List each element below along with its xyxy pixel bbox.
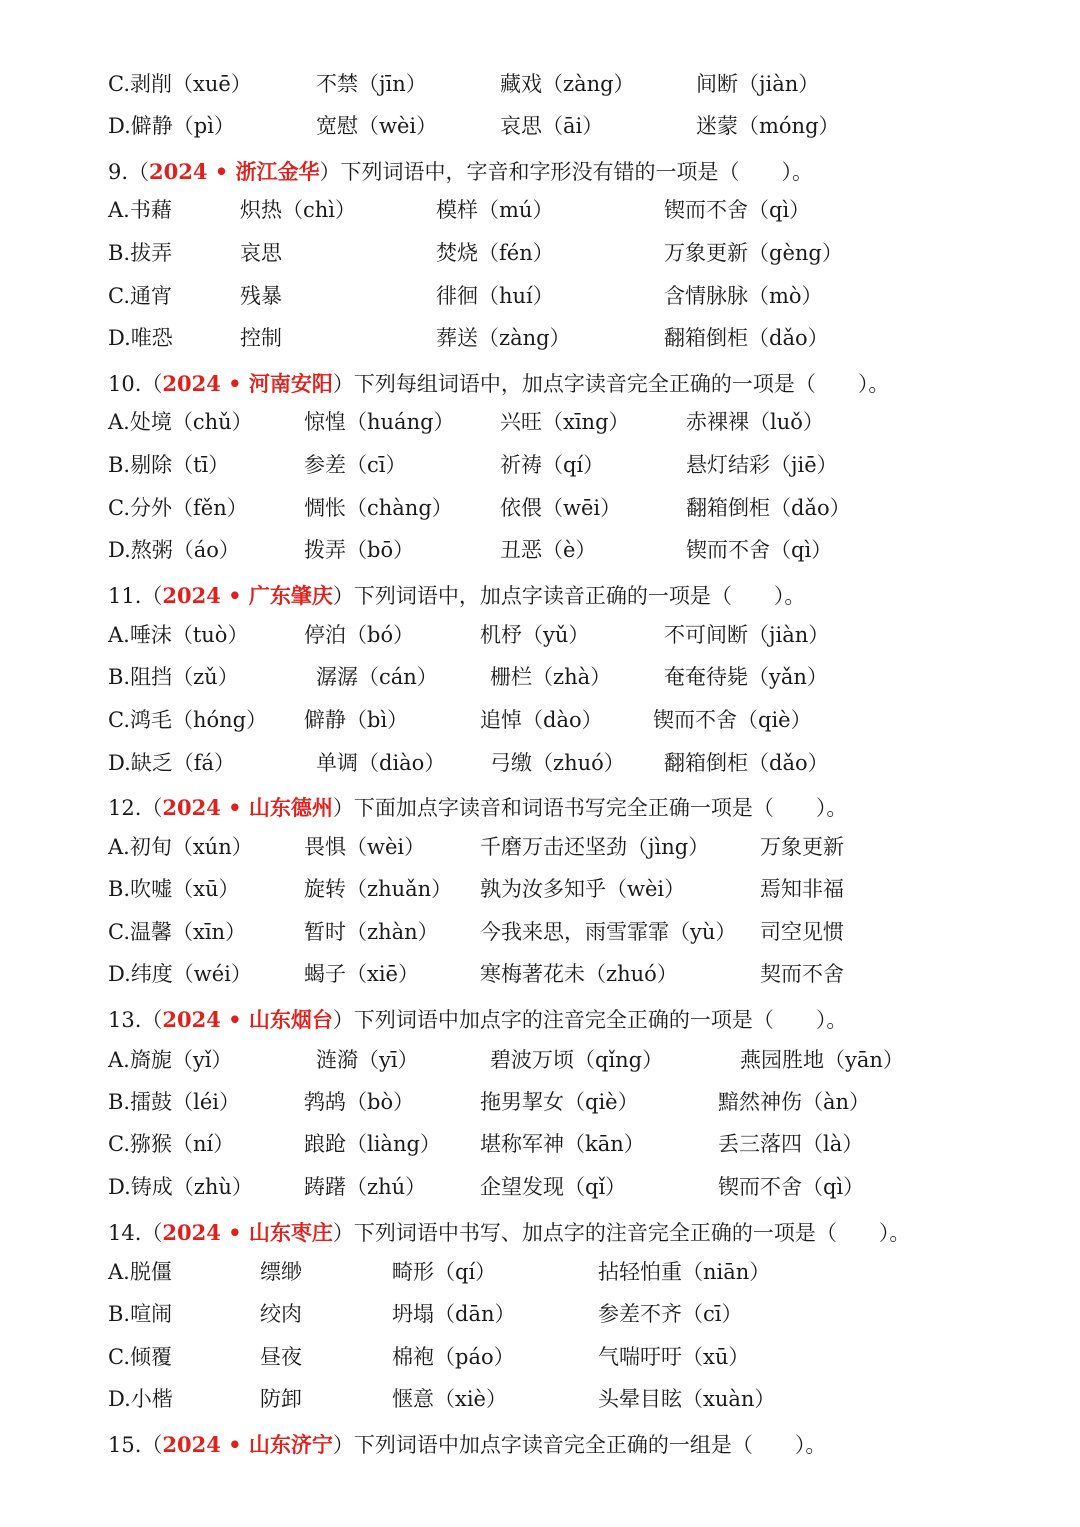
- option-label-word: B.阻挡（zǔ）: [108, 665, 239, 689]
- option-word: 僻静（bì）: [304, 708, 409, 732]
- option-word: 锲而不舍（qì）: [686, 538, 833, 562]
- question-text: 下列词语中加点字读音完全正确的一组是（ ）。: [353, 1433, 827, 1457]
- option-word: 潺潺（cán）: [316, 665, 438, 689]
- option-word: 黯然神伤（àn）: [718, 1090, 871, 1114]
- option-label-word: A.唾沫（tuò）: [108, 623, 249, 647]
- question-text: 下列词语中加点字的注音完全正确的一项是（ ）。: [353, 1008, 848, 1032]
- option-word: 惊惶（huáng）: [304, 410, 455, 434]
- option-word: 拈轻怕重（niān）: [598, 1260, 771, 1284]
- option-word: 头晕目眩（xuàn）: [598, 1387, 776, 1411]
- question-text: 下列词语中书写、加点字的注音完全正确的一项是（ ）。: [353, 1221, 911, 1245]
- option-row: [108, 1082, 1068, 1122]
- question-number: 13.: [108, 1008, 142, 1032]
- question-stem: 10.（2024 • 河南安阳）下列每组词语中，加点字读音完全正确的一项是（ ）。: [108, 371, 890, 396]
- option-row: [108, 743, 1068, 783]
- question-number: 9.: [108, 160, 129, 184]
- option-row: [108, 1337, 1068, 1377]
- question-text: 下面加点字读音和词语书写完全正确一项是（ ）。: [353, 796, 848, 820]
- option-word: 踉跄（liàng）: [304, 1132, 441, 1156]
- option-word: 宽慰（wèi）: [316, 114, 438, 138]
- option-word: 燕园胜地（yān）: [740, 1048, 904, 1072]
- option-word: 葬送（zàng）: [436, 326, 571, 350]
- option-word: 机杼（yǔ）: [480, 623, 590, 647]
- option-word: 栅栏（zhà）: [490, 665, 612, 689]
- option-row: [108, 445, 1068, 485]
- option-word: 惆怅（chàng）: [304, 496, 453, 520]
- option-word: 哀思（āi）: [500, 114, 604, 138]
- option-label-word: C.温馨（xīn）: [108, 920, 247, 944]
- option-word: 丢三落四（là）: [718, 1132, 864, 1156]
- option-label-word: A.旖旎（yǐ）: [108, 1048, 233, 1072]
- option-word: 坍塌（dān）: [392, 1302, 516, 1326]
- option-word: 焉知非福: [760, 877, 844, 901]
- option-row: [108, 233, 1068, 273]
- option-row: [108, 657, 1068, 697]
- option-word: 锲而不舍（qì）: [664, 198, 811, 222]
- question-line: [108, 1000, 1068, 1040]
- option-word: 拖男挈女（qiè）: [480, 1090, 639, 1114]
- option-label-word: B.拔弄: [108, 241, 173, 265]
- option-word: 迷蒙（móng）: [696, 114, 840, 138]
- question-text: 下列词语中，加点字读音正确的一项是（ ）。: [353, 584, 806, 608]
- question-stem: 13.（2024 • 山东烟台）下列词语中加点字的注音完全正确的一项是（ ）。: [108, 1007, 848, 1032]
- question-source: 2024 • 广东肇庆: [162, 583, 333, 608]
- option-row: [108, 1379, 1068, 1419]
- option-row: [108, 64, 1068, 104]
- question-text: 下列每组词语中，加点字读音完全正确的一项是（ ）。: [353, 372, 890, 396]
- option-word: 含情脉脉（mò）: [664, 284, 823, 308]
- option-row: [108, 700, 1068, 740]
- option-word: 畏惧（wèi）: [304, 835, 426, 859]
- option-row: [108, 1167, 1068, 1207]
- option-word: 涟漪（yī）: [316, 1048, 419, 1072]
- option-word: 丑恶（è）: [500, 538, 597, 562]
- option-word: 赤裸裸（luǒ）: [686, 410, 824, 434]
- option-row: [108, 276, 1068, 316]
- question-stem: 14.（2024 • 山东枣庄）下列词语中书写、加点字的注音完全正确的一项是（ ）。: [108, 1220, 911, 1245]
- option-row: [108, 190, 1068, 230]
- option-word: 炽热（chì）: [240, 198, 357, 222]
- option-row: [108, 912, 1068, 952]
- option-word: 锲而不舍（qiè）: [653, 708, 812, 732]
- option-word: 今我来思，雨雪霏霏（yù）: [480, 920, 737, 944]
- option-word: 企望发现（qǐ）: [480, 1175, 627, 1199]
- option-word: 停泊（bó）: [304, 623, 415, 647]
- option-word: 绞肉: [260, 1302, 302, 1326]
- option-word: 防卸: [260, 1387, 302, 1411]
- question-stem: 15.（2024 • 山东济宁）下列词语中加点字读音完全正确的一组是（ ）。: [108, 1432, 827, 1457]
- option-word: 鹁鸪（bò）: [304, 1090, 415, 1114]
- question-source: 2024 • 山东德州: [162, 795, 333, 820]
- question-line: [108, 152, 1068, 192]
- option-label-word: D.铸成（zhù）: [108, 1175, 253, 1199]
- option-label-word: C.猕猴（ní）: [108, 1132, 235, 1156]
- question-number: 15.: [108, 1433, 142, 1457]
- question-number: 11.: [108, 584, 142, 608]
- question-number: 12.: [108, 796, 142, 820]
- question-source: 2024 • 河南安阳: [162, 371, 333, 396]
- option-word: 悬灯结彩（jiē）: [686, 453, 838, 477]
- option-label-word: D.纬度（wéi）: [108, 962, 252, 986]
- option-label-word: A.处境（chǔ）: [108, 410, 253, 434]
- option-word: 万象更新（gèng）: [664, 241, 843, 265]
- question-stem: 9.（2024 • 浙江金华）下列词语中，字音和字形没有错的一项是（ ）。: [108, 159, 814, 184]
- option-row: [108, 402, 1068, 442]
- option-word: 追悼（dào）: [480, 708, 603, 732]
- option-row: [108, 318, 1068, 358]
- question-source: 2024 • 山东济宁: [162, 1432, 333, 1457]
- option-word: 昼夜: [260, 1345, 302, 1369]
- question-stem: 11.（2024 • 广东肇庆）下列词语中，加点字读音正确的一项是（ ）。: [108, 583, 806, 608]
- option-word: 司空见惯: [760, 920, 844, 944]
- option-word: 残暴: [240, 284, 282, 308]
- option-label-word: A.书藉: [108, 198, 172, 222]
- option-label-word: B.擂鼓（léi）: [108, 1090, 240, 1114]
- option-label-word: C.通宵: [108, 284, 172, 308]
- option-word: 畸形（qí）: [392, 1260, 497, 1284]
- option-row: [108, 530, 1068, 570]
- option-word: 拨弄（bō）: [304, 538, 415, 562]
- option-row: [108, 615, 1068, 655]
- option-label-word: D.唯恐: [108, 326, 173, 350]
- option-label-word: A.初旬（xún）: [108, 835, 253, 859]
- option-word: 缥缈: [260, 1260, 302, 1284]
- option-label-word: D.缺乏（fá）: [108, 751, 236, 775]
- option-word: 依偎（wēi）: [500, 496, 622, 520]
- option-word: 翻箱倒柜（dǎo）: [686, 496, 851, 520]
- option-label-word: C.剥削（xuē）: [108, 72, 252, 96]
- option-row: [108, 869, 1068, 909]
- option-word: 碧波万顷（qǐng）: [490, 1048, 664, 1072]
- option-word: 藏戏（zàng）: [500, 72, 635, 96]
- option-word: 寒梅著花未（zhuó）: [480, 962, 678, 986]
- option-word: 气喘吁吁（xū）: [598, 1345, 750, 1369]
- question-source: 2024 • 山东枣庄: [162, 1220, 333, 1245]
- option-label-word: B.喧闹: [108, 1302, 173, 1326]
- option-label-word: A.脱僵: [108, 1260, 172, 1284]
- option-word: 奄奄待毙（yǎn）: [664, 665, 828, 689]
- option-label-word: D.熬粥（áo）: [108, 538, 240, 562]
- option-word: 徘徊（huí）: [436, 284, 554, 308]
- option-word: 间断（jiàn）: [696, 72, 820, 96]
- option-word: 惬意（xiè）: [392, 1387, 507, 1411]
- option-word: 控制: [240, 326, 282, 350]
- option-word: 孰为汝多知乎（wèi）: [480, 877, 686, 901]
- option-word: 旋转（zhuǎn）: [304, 877, 453, 901]
- option-label-word: D.小楷: [108, 1387, 173, 1411]
- option-row: [108, 827, 1068, 867]
- option-row: [108, 954, 1068, 994]
- option-row: [108, 1124, 1068, 1164]
- option-row: [108, 1294, 1068, 1334]
- question-number: 10.: [108, 372, 142, 396]
- option-label-word: B.吹嘘（xū）: [108, 877, 240, 901]
- option-label-word: C.分外（fěn）: [108, 496, 248, 520]
- option-row: [108, 1040, 1068, 1080]
- option-word: 焚烧（fén）: [436, 241, 554, 265]
- option-label-word: C.倾覆: [108, 1345, 172, 1369]
- option-row: [108, 488, 1068, 528]
- option-word: 翻箱倒柜（dǎo）: [664, 326, 829, 350]
- question-stem: 12.（2024 • 山东德州）下面加点字读音和词语书写完全正确一项是（ ）。: [108, 795, 848, 820]
- option-word: 弓缴（zhuó）: [490, 751, 625, 775]
- option-word: 哀思: [240, 241, 282, 265]
- question-line: [108, 1425, 1068, 1465]
- option-word: 参差不齐（cī）: [598, 1302, 743, 1326]
- option-word: 蝎子（xiē）: [304, 962, 419, 986]
- option-word: 单调（diào）: [316, 751, 446, 775]
- question-source: 2024 • 浙江金华: [149, 159, 320, 184]
- option-word: 暂时（zhàn）: [304, 920, 439, 944]
- option-word: 契而不舍: [760, 962, 844, 986]
- option-word: 踌躇（zhú）: [304, 1175, 427, 1199]
- option-word: 不禁（jīn）: [316, 72, 427, 96]
- option-word: 参差（cī）: [304, 453, 407, 477]
- question-line: [108, 364, 1068, 404]
- option-word: 模样（mú）: [436, 198, 554, 222]
- option-word: 翻箱倒柜（dǎo）: [664, 751, 829, 775]
- option-word: 祈祷（qí）: [500, 453, 605, 477]
- question-line: [108, 788, 1068, 828]
- option-word: 万象更新: [760, 835, 844, 859]
- question-line: [108, 1213, 1068, 1253]
- option-word: 千磨万击还坚劲（jìng）: [480, 835, 710, 859]
- question-text: 下列词语中，字音和字形没有错的一项是（ ）。: [340, 160, 814, 184]
- option-word: 兴旺（xīng）: [500, 410, 630, 434]
- question-line: [108, 576, 1068, 616]
- option-word: 堪称军神（kān）: [480, 1132, 645, 1156]
- question-source: 2024 • 山东烟台: [162, 1007, 333, 1032]
- option-row: [108, 1252, 1068, 1292]
- option-word: 不可间断（jiàn）: [664, 623, 830, 647]
- option-row: [108, 106, 1068, 146]
- option-label-word: C.鸿毛（hóng）: [108, 708, 268, 732]
- option-label-word: D.僻静（pì）: [108, 114, 235, 138]
- option-word: 棉袍（páo）: [392, 1345, 515, 1369]
- question-number: 14.: [108, 1221, 142, 1245]
- option-label-word: B.剔除（tī）: [108, 453, 230, 477]
- option-word: 锲而不舍（qì）: [718, 1175, 865, 1199]
